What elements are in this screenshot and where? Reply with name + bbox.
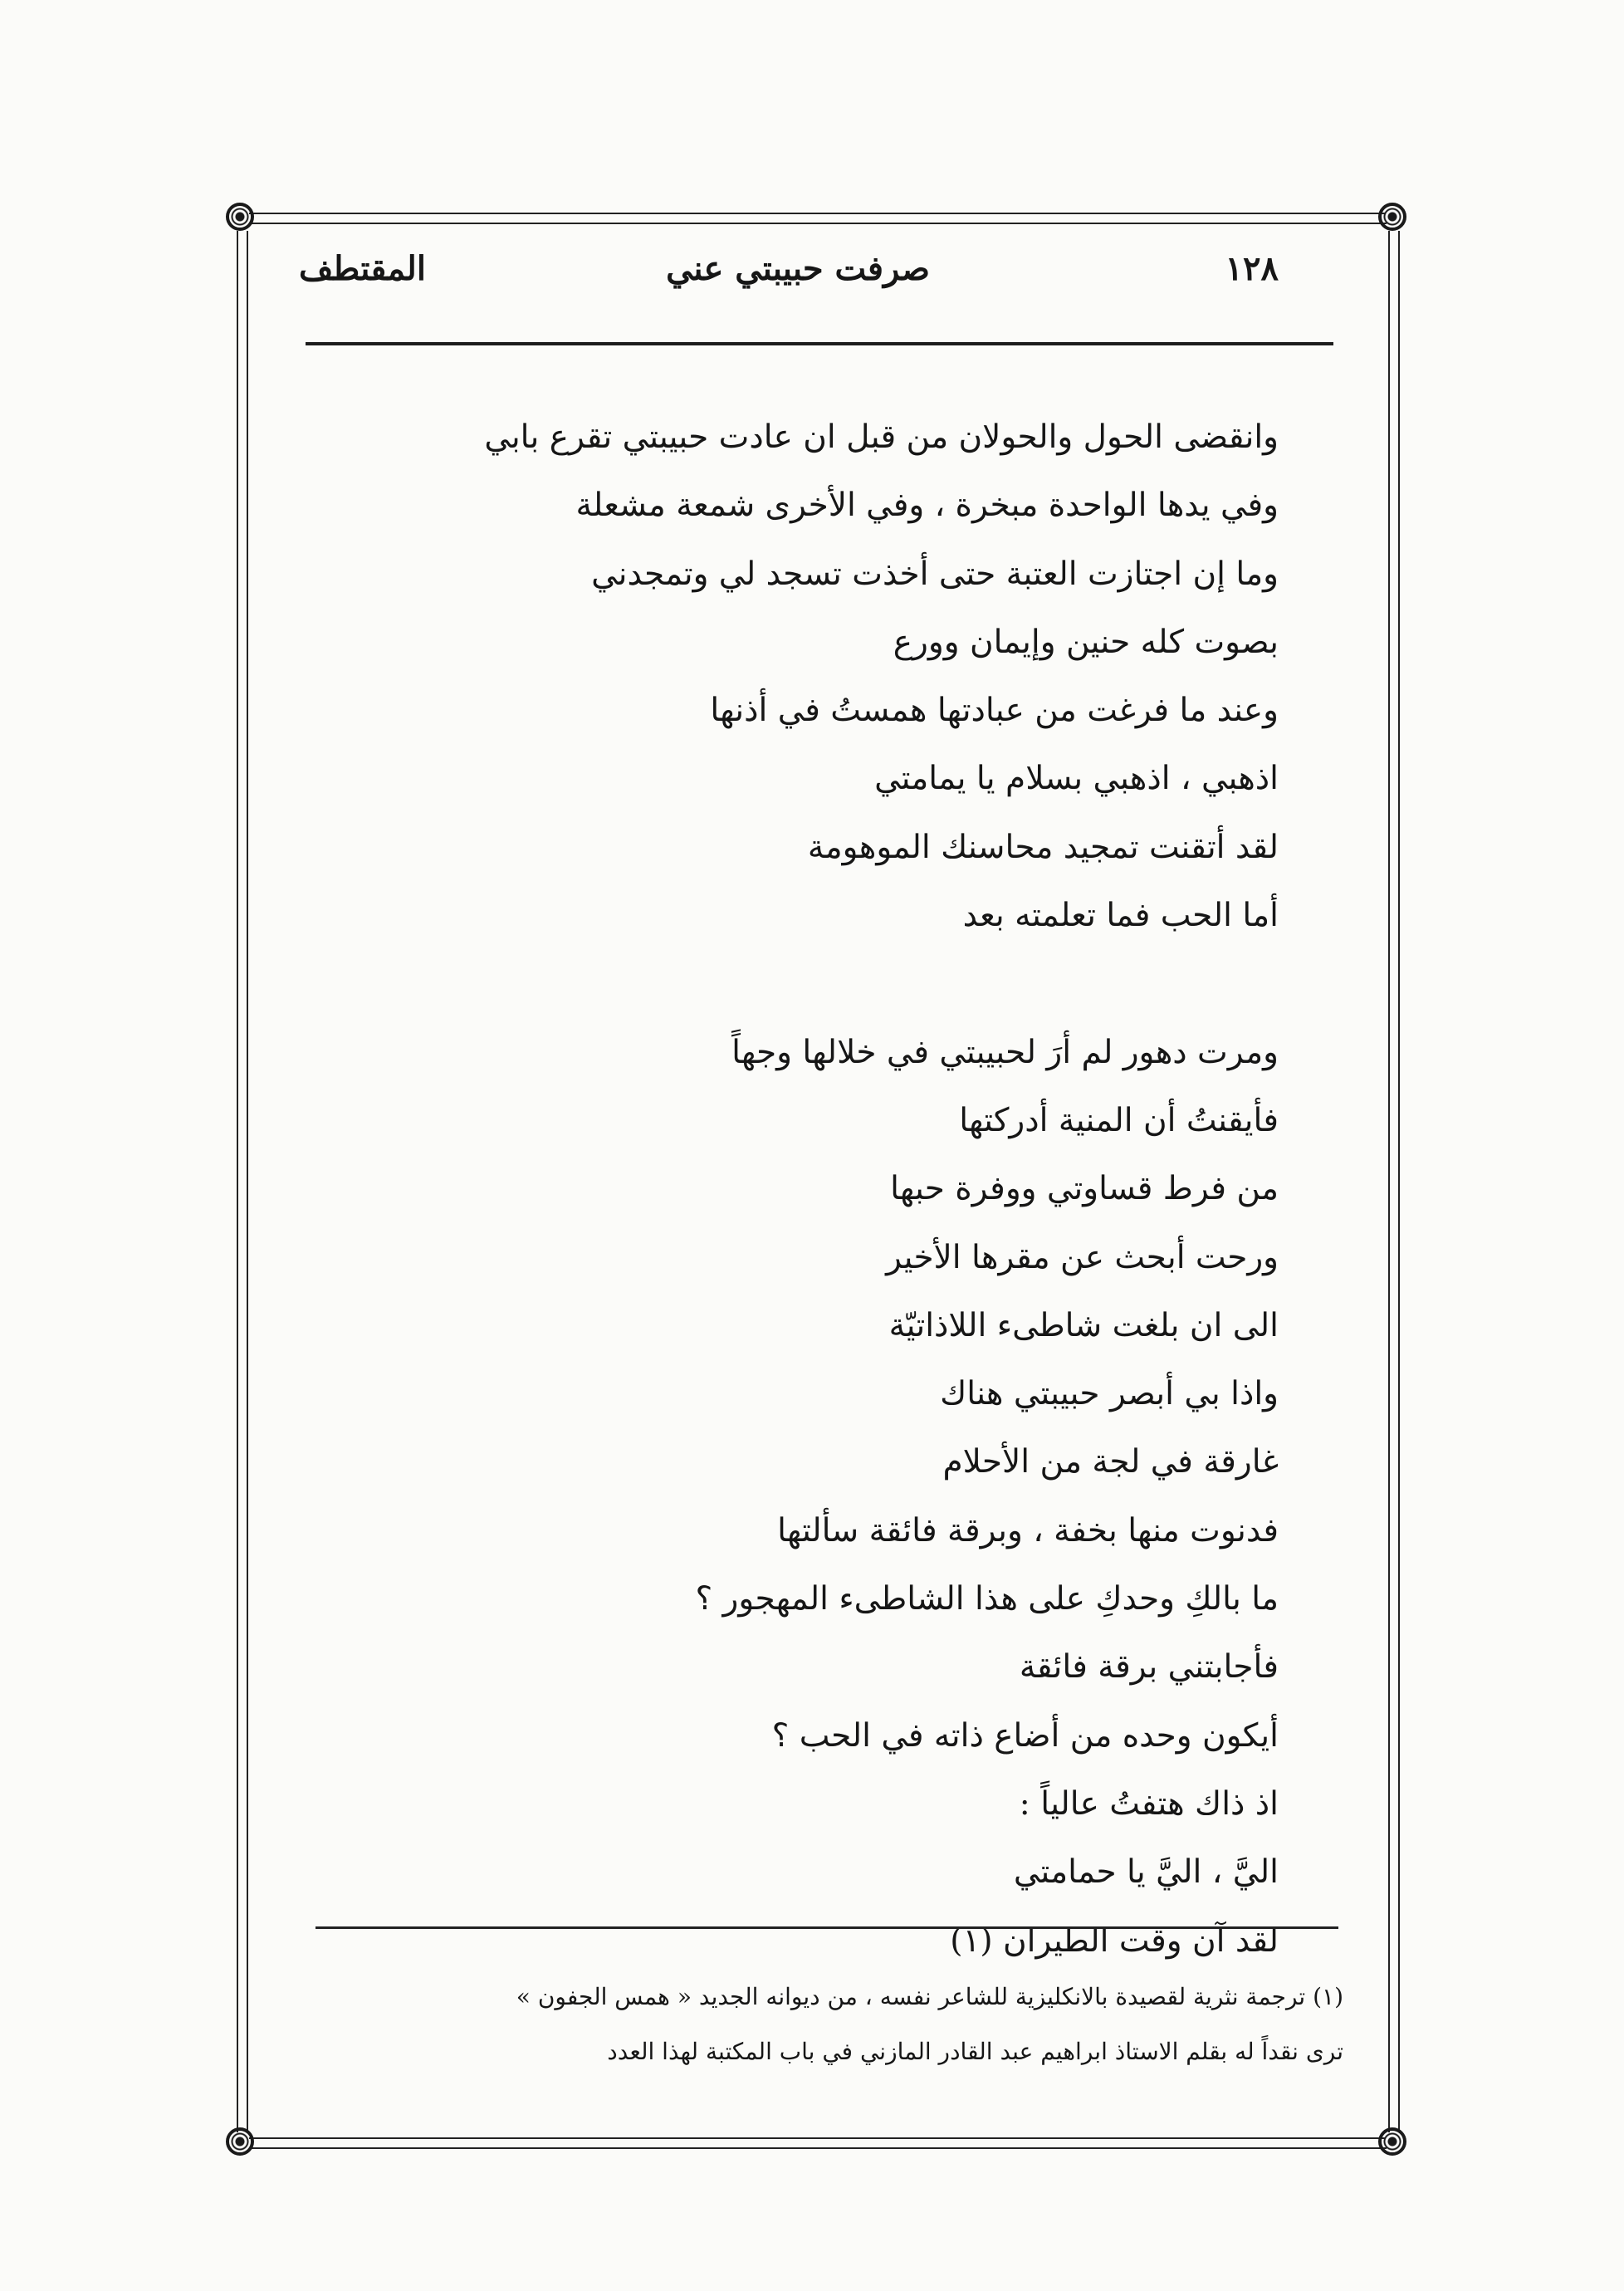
- poem-line: اليَّ ، اليَّ يا حمامتي: [1013, 1853, 1279, 1892]
- poem-line: ومرت دهور لم أرَ لحبيبتي في خلالها وجهاً: [731, 1033, 1279, 1071]
- journal-name: المقتطف: [299, 249, 426, 288]
- poem-line: اذهبي ، اذهبي بسلام يا يمامتي: [874, 760, 1279, 798]
- poem-line: لقد أتقنت تمجيد محاسنك الموهومة: [807, 828, 1279, 866]
- page-number: ١٢٨: [1225, 249, 1279, 288]
- poem-line: أيكون وحده من أضاع ذاته في الحب ؟: [771, 1716, 1279, 1755]
- poem-line: اذ ذاك هتفتُ عالياً :: [1019, 1784, 1279, 1823]
- footnote: [322, 1970, 1343, 2079]
- frame-left-rule: [237, 231, 248, 2132]
- poem-line: واذا بي أبصر حبيبتي هناك: [940, 1375, 1279, 1413]
- poem-line: من فرط قساوتي ووفرة حبها: [890, 1170, 1279, 1208]
- poem-line: غارقة في لجة من الأحلام: [942, 1443, 1279, 1481]
- poem-line: وانقضى الحول والحولان من قبل ان عادت حبيبتي تقرع بابي: [484, 419, 1279, 456]
- corner-ornament-icon: [226, 203, 254, 231]
- corner-ornament-icon: [1378, 2127, 1406, 2156]
- poem-line: وفي يدها الواحدة مبخرة ، وفي الأخرى شمعة مشعلة: [575, 487, 1279, 525]
- poem-line: الى ان بلغت شاطىء اللاذاتيّة: [888, 1306, 1279, 1344]
- article-title: صرفت حبيبتي عني: [666, 249, 930, 288]
- stanza-break: [349, 950, 1279, 1018]
- poem-line: وعند ما فرغت من عبادتها همستُ في أذنها: [710, 692, 1279, 730]
- poem-line: أما الحب فما تعلمته بعد: [962, 897, 1279, 935]
- poem-line: ورحت أبحث عن مقرها الأخير: [886, 1238, 1279, 1276]
- header-divider: [306, 342, 1333, 345]
- poem-line: بصوت كله حنين وإيمان وورع: [893, 623, 1279, 661]
- frame-right-rule: [1388, 231, 1400, 2132]
- poem-line: فأجابتني برقة فائقة: [1019, 1648, 1279, 1686]
- poem-line: فدنوت منها بخفة ، وبرقة فائقة سألتها: [777, 1511, 1279, 1549]
- poem-line: وما إن اجتازت العتبة حتى أخذت تسجد لي وتمجدني: [591, 555, 1279, 593]
- footnote-line: (١) ترجمة نثرية لقصيدة بالانكليزية للشاعر نفسه ، من ديوانه الجديد « همس الجفون »: [516, 1983, 1343, 2010]
- poem-line: لقد آن وقت الطيران (١): [950, 1921, 1279, 1960]
- footnote-divider: [316, 1926, 1338, 1929]
- corner-ornament-icon: [226, 2127, 254, 2156]
- poem-body: [349, 404, 1279, 1975]
- footnote-line: ترى نقداً له بقلم الاستاذ ابراهيم عبد القادر المازني في باب المكتبة لهذا العدد: [607, 2038, 1343, 2065]
- corner-ornament-icon: [1378, 203, 1406, 231]
- running-header: [299, 249, 1279, 316]
- frame-bottom-rule: [249, 2137, 1387, 2149]
- frame-top-rule: [249, 213, 1387, 224]
- poem-line: فأيقنتُ أن المنية أدركتها: [959, 1101, 1279, 1139]
- poem-line: ما بالكِ وحدكِ على هذا الشاطىء المهجور ؟: [695, 1580, 1279, 1618]
